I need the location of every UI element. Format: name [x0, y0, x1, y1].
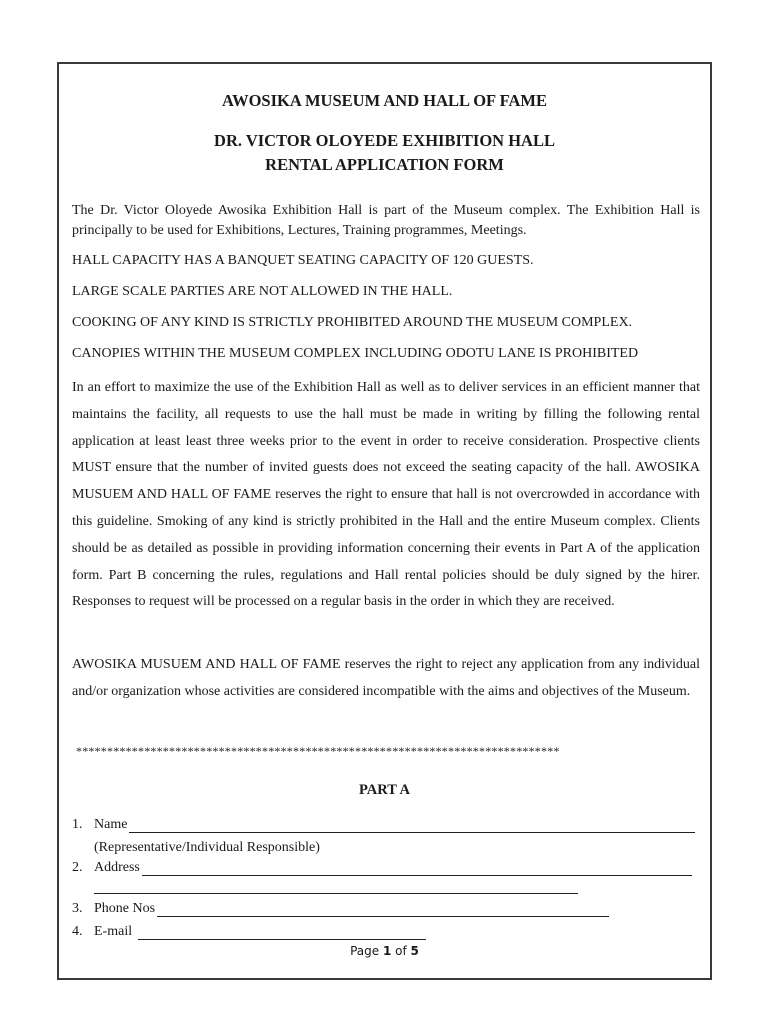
footer-page-word: Page — [350, 944, 383, 958]
rule-parties: LARGE SCALE PARTIES ARE NOT ALLOWED IN THE HALL. — [72, 284, 453, 299]
rule-canopies: CANOPIES WITHIN THE MUSEUM COMPLEX INCLUDING ODOTU LANE IS PROHIBITED — [72, 346, 639, 361]
part-a-title: PART A — [359, 782, 410, 798]
email-row — [72, 924, 426, 940]
separator-line: ****************************************************************************** — [76, 744, 560, 758]
page-footer — [57, 944, 712, 958]
phone-number: 3. — [72, 901, 83, 916]
address-number: 2. — [72, 860, 83, 875]
rule-cooking: COOKING OF ANY KIND IS STRICTLY PROHIBITED AROUND THE MUSEUM COMPLEX. — [72, 315, 633, 330]
museum-title: AWOSIKA MUSEUM AND HALL OF FAME — [222, 91, 547, 110]
footer-current-page: 1 — [382, 944, 392, 958]
address-row — [72, 860, 692, 876]
name-field[interactable] — [129, 819, 695, 833]
email-field[interactable] — [138, 926, 426, 940]
name-note: (Representative/Individual Responsible) — [94, 840, 320, 855]
form-title: RENTAL APPLICATION FORM — [265, 155, 504, 174]
address-field-line-2[interactable] — [94, 880, 578, 894]
footer-total-pages: 5 — [410, 944, 419, 958]
address-label: Address — [94, 860, 140, 875]
phone-field[interactable] — [157, 903, 609, 917]
phone-label: Phone Nos — [94, 901, 156, 916]
address-field[interactable] — [142, 862, 692, 876]
footer-of-word: of — [391, 944, 411, 958]
intro-paragraph: The Dr. Victor Oloyede Awosika Exhibition Hall is part of the Museum complex. The Exhibition Hall is principally to be used for Exhibitions, Lectures, Training programmes, Meetings. — [72, 203, 700, 238]
name-row — [72, 817, 695, 833]
rule-capacity: HALL CAPACITY HAS A BANQUET SEATING CAPACITY OF 120 GUESTS. — [72, 253, 534, 268]
name-label: Name — [94, 817, 128, 832]
rejection-paragraph: AWOSIKA MUSUEM AND HALL OF FAME reserves the right to reject any application from any individual and/or organization whose activities are considered incompatible with the aims and objectives of the Museum. — [72, 657, 700, 699]
policy-paragraph: In an effort to maximize the use of the Exhibition Hall as well as to deliver services in an efficient manner that maintains the facility, all requests to use the hall must be made in writing by filling the following rental application at least least three weeks prior to the event in order to receive consideration. Prospective clients MUST ensure that the number of invited guests does not exceed the seating capacity of the hall. AWOSIKA MUSUEM AND HALL OF FAME reserves the right to ensure that hall is not overcrowded in accordance with this guideline. Smoking of any kind is strictly prohibited in the Hall and the entire Museum complex. Clients should be as detailed as possible in providing information concerning their events in Part A of the application form. Part B concerning the rules, regulations and Hall rental policies should be duly signed by the hirer. Responses to request will be processed on a regular basis in the order in which they are received. — [72, 380, 700, 610]
phone-row — [72, 901, 609, 917]
name-number: 1. — [72, 817, 83, 832]
hall-title: DR. VICTOR OLOYEDE EXHIBITION HALL — [214, 131, 555, 150]
email-label: E-mail — [94, 924, 136, 939]
email-number: 4. — [72, 924, 83, 939]
